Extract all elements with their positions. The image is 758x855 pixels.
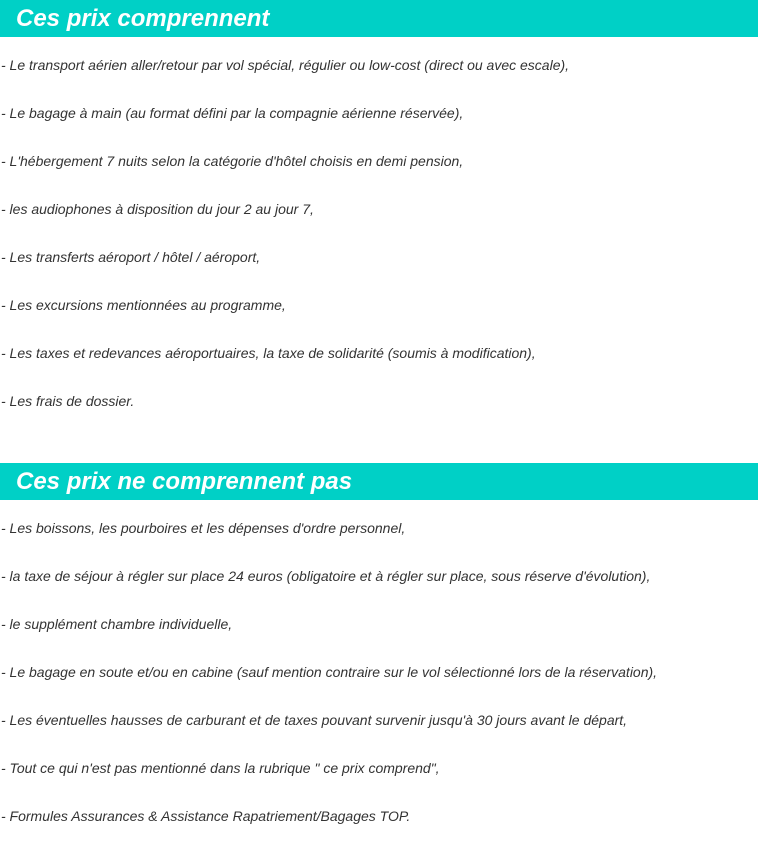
included-list-item: - L'hébergement 7 nuits selon la catégorie d'hôtel choisis en demi pension, <box>1 153 464 169</box>
excluded-section-header <box>0 463 758 500</box>
excluded-list-item: - Tout ce qui n'est pas mentionné dans la rubrique " ce prix comprend", <box>1 760 440 776</box>
excluded-section-title: Ces prix ne comprennent pas <box>16 468 353 495</box>
included-list-item: - Le transport aérien aller/retour par vol spécial, régulier ou low-cost (direct ou avec escale), <box>1 57 570 73</box>
included-section-header <box>0 0 758 37</box>
excluded-list-item: - la taxe de séjour à régler sur place 24 euros (obligatoire et à régler sur place, sous réserve d'évolution), <box>1 568 651 584</box>
included-list-item: - Le bagage à main (au format défini par la compagnie aérienne réservée), <box>1 105 464 121</box>
excluded-list-item: - Le bagage en soute et/ou en cabine (sauf mention contraire sur le vol sélectionné lors de la réservation), <box>1 664 658 680</box>
included-list-item: - les audiophones à disposition du jour 2 au jour 7, <box>1 201 314 217</box>
included-list <box>0 56 758 440</box>
included-list-item: - Les taxes et redevances aéroportuaires, la taxe de solidarité (soumis à modification), <box>1 345 536 361</box>
excluded-list-item: - Formules Assurances & Assistance Rapatriement/Bagages TOP. <box>1 808 411 824</box>
included-section-title: Ces prix comprennent <box>16 5 270 32</box>
included-list-item: - Les excursions mentionnées au programme, <box>1 297 286 313</box>
excluded-list-item: - Les éventuelles hausses de carburant et de taxes pouvant survenir jusqu'à 30 jours avant le départ, <box>1 712 628 728</box>
excluded-list-item: - Les boissons, les pourboires et les dépenses d'ordre personnel, <box>1 520 406 536</box>
included-list-item: - Les frais de dossier. <box>1 393 135 409</box>
excluded-list-item: - le supplément chambre individuelle, <box>1 616 233 632</box>
excluded-list <box>0 519 758 855</box>
included-list-item: - Les transferts aéroport / hôtel / aéroport, <box>1 249 261 265</box>
